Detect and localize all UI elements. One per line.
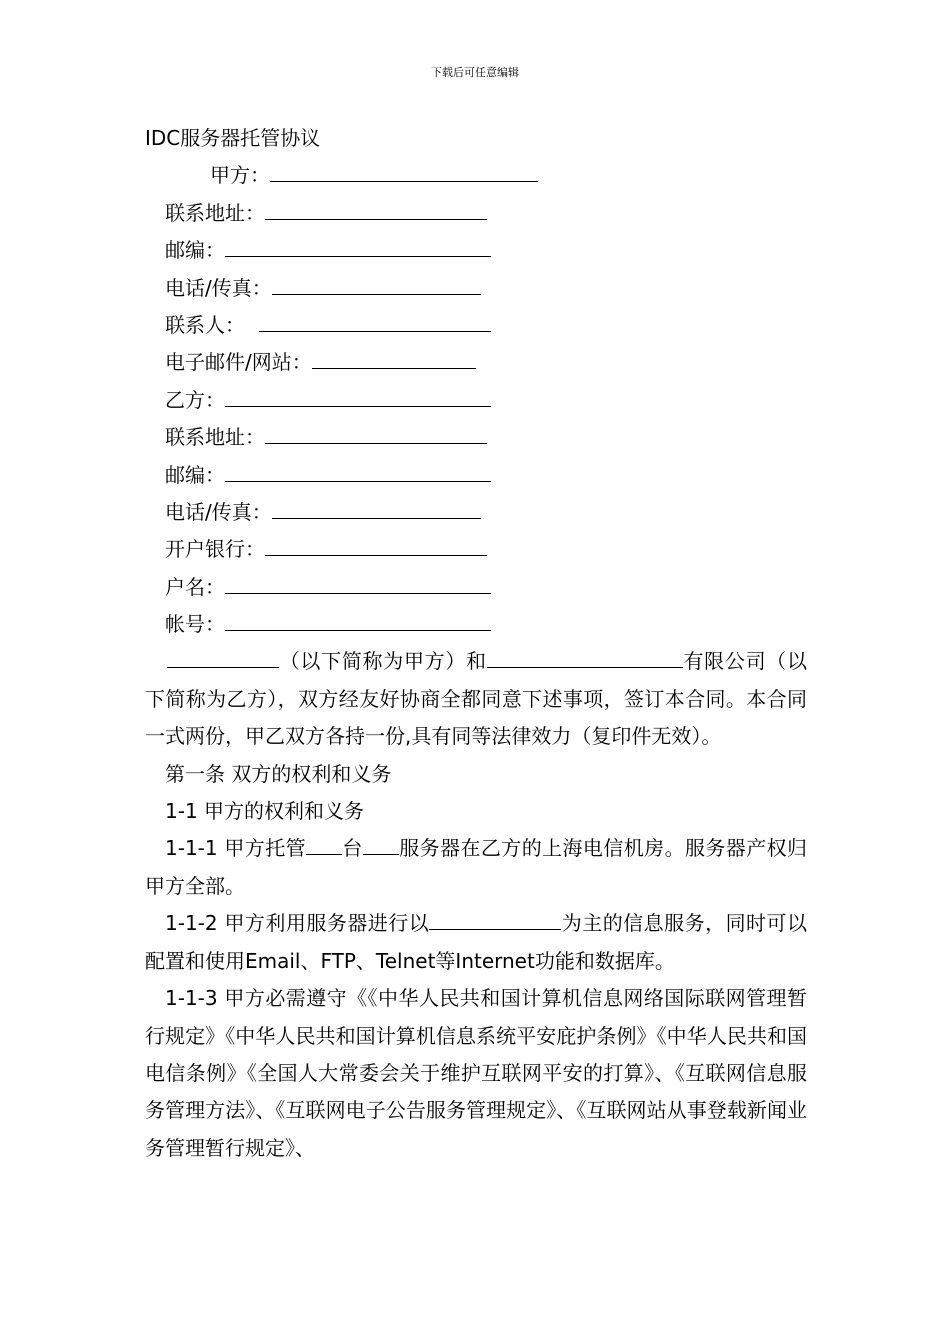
party-a-line	[145, 157, 807, 194]
clause-1-1-1-part1: 1-1-1 甲方托管	[165, 836, 307, 861]
field-blank[interactable]	[265, 531, 487, 556]
clause-1-1-1-part2: 台	[342, 836, 363, 861]
party-a-address-line	[145, 195, 807, 232]
party-b-label: 乙方：	[165, 387, 225, 412]
field-blank[interactable]	[259, 307, 491, 332]
clause-1-1-2-part2: 为主的信息服务，同时可以配置和使用Email、FTP、Telnet等Internet功能和数据库。	[145, 911, 808, 973]
party-b-line	[145, 382, 807, 419]
party-b-address-line	[145, 419, 807, 456]
field-blank[interactable]	[312, 344, 476, 369]
party-b-bank-line	[145, 531, 807, 568]
intro-part1: （以下简称为甲方）和	[279, 649, 487, 674]
party-a-contact-line	[145, 307, 807, 344]
party-a-zip-line	[145, 232, 807, 269]
intro-part2: 有限公司（以下简称为乙方），双方经友好协商全都同意下述事项，签订本合同。本合同一式两份，甲乙双方各持一份,具有同等法律效力（复印件无效）。	[145, 649, 808, 749]
field-label: 联系地址：	[165, 200, 265, 225]
document-title: IDC服务器托管协议	[145, 126, 321, 150]
field-blank[interactable]	[225, 606, 491, 631]
field-label: 邮编：	[165, 238, 225, 263]
contract-body	[145, 120, 807, 1167]
field-label: 联系人：	[165, 312, 245, 337]
field-blank[interactable]	[225, 569, 491, 594]
party-b-name-blank[interactable]	[487, 645, 683, 668]
clause-1-1-1	[145, 830, 807, 905]
party-b-account-name-line	[145, 569, 807, 606]
clause-1-1-2	[145, 905, 807, 980]
field-label: 开户银行：	[165, 537, 265, 562]
party-a-name-blank[interactable]	[167, 645, 279, 668]
service-type-blank[interactable]	[429, 907, 561, 930]
field-blank[interactable]	[272, 494, 481, 519]
field-label: 电话/传真：	[165, 499, 272, 524]
field-blank[interactable]	[265, 419, 487, 444]
section-1-1-title: 1-1 甲方的权利和义务	[165, 799, 365, 824]
party-a-label: 甲方：	[210, 163, 270, 188]
server-type-blank[interactable]	[363, 832, 399, 855]
clause-1-1-2-part1: 1-1-2 甲方利用服务器进行以	[165, 911, 430, 936]
field-label: 联系地址：	[165, 425, 265, 450]
party-a-phone-line	[145, 270, 807, 307]
field-blank[interactable]	[272, 270, 481, 295]
party-b-blank[interactable]	[225, 382, 491, 407]
party-a-email-line	[145, 344, 807, 381]
field-label: 电子邮件/网站：	[165, 350, 312, 375]
party-b-account-number-line	[145, 606, 807, 643]
field-blank[interactable]	[225, 457, 491, 482]
article-1-title: 第一条 双方的权利和义务	[165, 761, 392, 786]
server-count-blank[interactable]	[306, 832, 342, 855]
party-a-blank[interactable]	[270, 157, 538, 182]
clause-1-1-3: 1-1-3 甲方必需遵守《《中华人民共和国计算机信息网络国际联网管理暂行规定》《中华人民共和国计算机信息系统平安庇护条例》《中华人民共和国电信条例》《全国人大常委会关于维护互联网平安的打算》、《互联网信息服务管理方法》、《互联网电子公告服务管理规定》、《互联网站从事登载新闻业务管理暂行规定》、	[145, 986, 807, 1160]
party-b-zip-line	[145, 457, 807, 494]
intro-paragraph	[145, 643, 807, 755]
field-blank[interactable]	[265, 195, 487, 220]
party-b-phone-line	[145, 494, 807, 531]
clause-1-1-1-part3: 服务器在乙方的上海电信机房。服务器产权归甲方全部。	[145, 836, 808, 898]
field-label: 帐号：	[165, 612, 225, 637]
header-note: 下载后可任意编辑	[431, 66, 519, 79]
field-label: 邮编：	[165, 462, 225, 487]
field-label: 户名：	[165, 574, 225, 599]
field-blank[interactable]	[225, 232, 491, 257]
field-label: 电话/传真：	[165, 275, 272, 300]
